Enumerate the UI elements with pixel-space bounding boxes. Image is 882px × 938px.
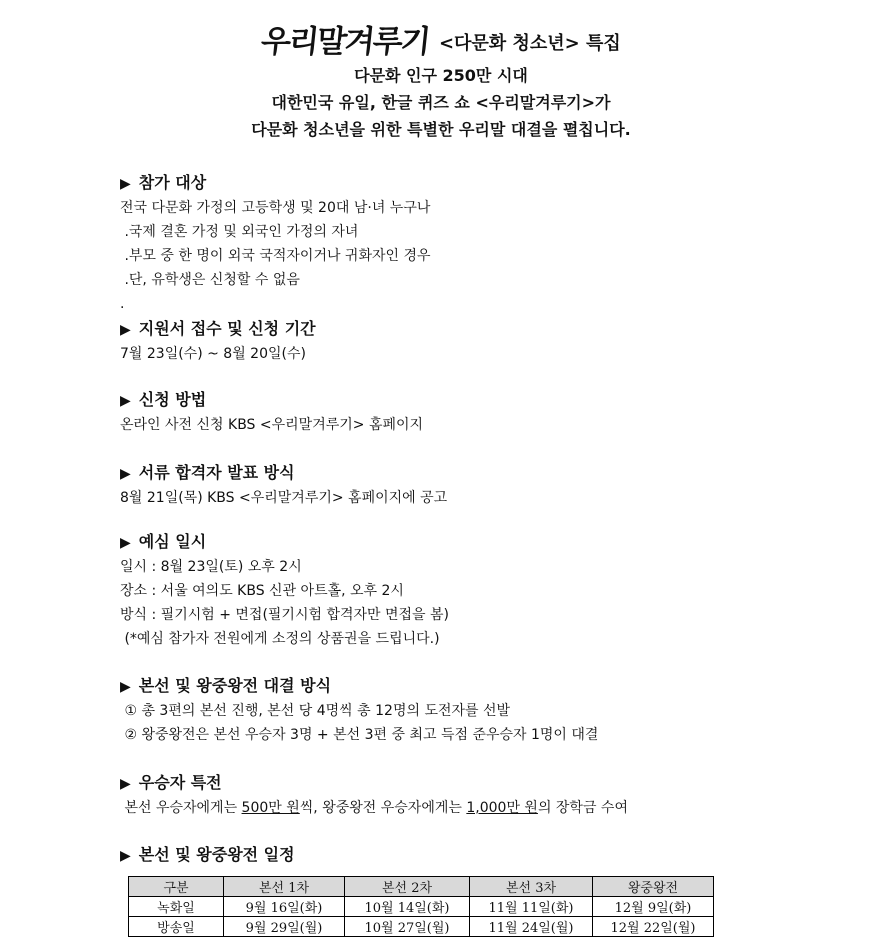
prize-amount: 500만 원 [241,800,300,816]
section-eligibility [120,170,820,316]
table-row [129,897,714,917]
section-prize [120,770,820,820]
column-header: 본선 2차 [345,877,470,897]
subtitle-line: 대한민국 유일, 한글 퀴즈 쇼 <우리말겨루기>가 [271,93,611,112]
section-line: .단, 유학생은 신청할 수 없음 [120,272,300,288]
table-cell: 10월 14일(화) [345,897,470,917]
program-logo: 우리말겨루기 [259,24,431,60]
table-cell: 9월 16일(화) [224,897,345,917]
section-title: ▶ 지원서 접수 및 신청 기간 [120,319,316,338]
section-line: . [120,296,125,312]
section-line: .부모 중 한 명이 외국 국적자이거나 귀화자인 경우 [120,248,431,264]
column-header: 본선 3차 [470,877,593,897]
section-line: 일시 : 8월 23일(토) 오후 2시 [120,559,302,575]
subtitle-line: 다문화 청소년을 위한 특별한 우리말 대결을 펼칩니다. [251,120,631,139]
triangle-bullet-icon: ▶ [120,322,131,338]
table-cell: 11월 24일(월) [470,917,593,937]
section-application-method [120,387,820,437]
section-announcement [120,460,820,510]
triangle-bullet-icon: ▶ [120,679,131,695]
triangle-bullet-icon: ▶ [120,466,131,482]
column-header: 본선 1차 [224,877,345,897]
section-title: ▶ 예심 일시 [120,532,207,551]
column-header: 구분 [129,877,224,897]
title-line [0,18,882,62]
section-line: ① 총 3편의 본선 진행, 본선 당 4명씩 총 12명의 도전자를 선발 [120,703,511,719]
section-title: ▶ 참가 대상 [120,173,207,192]
section-competition-format [120,673,820,747]
section-line: 전국 다문화 가정의 고등학생 및 20대 남·녀 누구나 [120,200,431,216]
section-line: 8월 21일(목) KBS <우리말겨루기> 홈페이지에 공고 [120,490,448,506]
section-title: ▶ 서류 합격자 발표 방식 [120,463,295,482]
section-line: 온라인 사전 신청 KBS <우리말겨루기> 홈페이지 [120,417,424,433]
section-line: ② 왕중왕전은 본선 우승자 3명 + 본선 3편 중 최고 득점 준우승자 1명이 대결 [120,727,599,743]
table-cell: 10월 27일(월) [345,917,470,937]
section-line: (*예심 참가자 전원에게 소정의 상품권을 드립니다.) [120,631,440,647]
section-title: ▶ 본선 및 왕중왕전 대결 방식 [120,676,332,695]
section-schedule [120,842,820,868]
special-title: <다문화 청소년> 특집 [438,33,621,54]
poster-header [0,18,882,143]
prize-amount: 1,000만 원 [466,800,538,816]
section-application-period [120,316,820,366]
section-title: ▶ 신청 방법 [120,390,207,409]
triangle-bullet-icon: ▶ [120,535,131,551]
triangle-bullet-icon: ▶ [120,848,131,864]
table-header-row [129,877,714,897]
table-cell: 11월 11일(화) [470,897,593,917]
table-cell: 방송일 [129,917,224,937]
table-cell: 9월 29일(월) [224,917,345,937]
section-line: 장소 : 서울 여의도 KBS 신관 아트홀, 오후 2시 [120,583,404,599]
column-header: 왕중왕전 [593,877,714,897]
table-cell: 녹화일 [129,897,224,917]
table-row [129,917,714,937]
section-line: .국제 결혼 가정 및 외국인 가정의 자녀 [120,224,359,240]
subtitle-line: 다문화 인구 250만 시대 [354,66,528,85]
table-cell: 12월 22일(월) [593,917,714,937]
section-title: ▶ 우승자 특전 [120,773,222,792]
section-title: ▶ 본선 및 왕중왕전 일정 [120,845,295,864]
section-line: 7월 23일(수) ~ 8월 20일(수) [120,346,306,362]
table-cell: 12월 9일(화) [593,897,714,917]
section-preliminary [120,529,820,651]
prize-line: 본선 우승자에게는 500만 원씩, 왕중왕전 우승자에게는 1,000만 원의 장학금 수여 [120,800,628,816]
section-line: 방식 : 필기시험 + 면접(필기시험 합격자만 면접을 봄) [120,607,450,623]
triangle-bullet-icon: ▶ [120,176,131,192]
triangle-bullet-icon: ▶ [120,393,131,409]
schedule-table [128,876,714,937]
triangle-bullet-icon: ▶ [120,776,131,792]
